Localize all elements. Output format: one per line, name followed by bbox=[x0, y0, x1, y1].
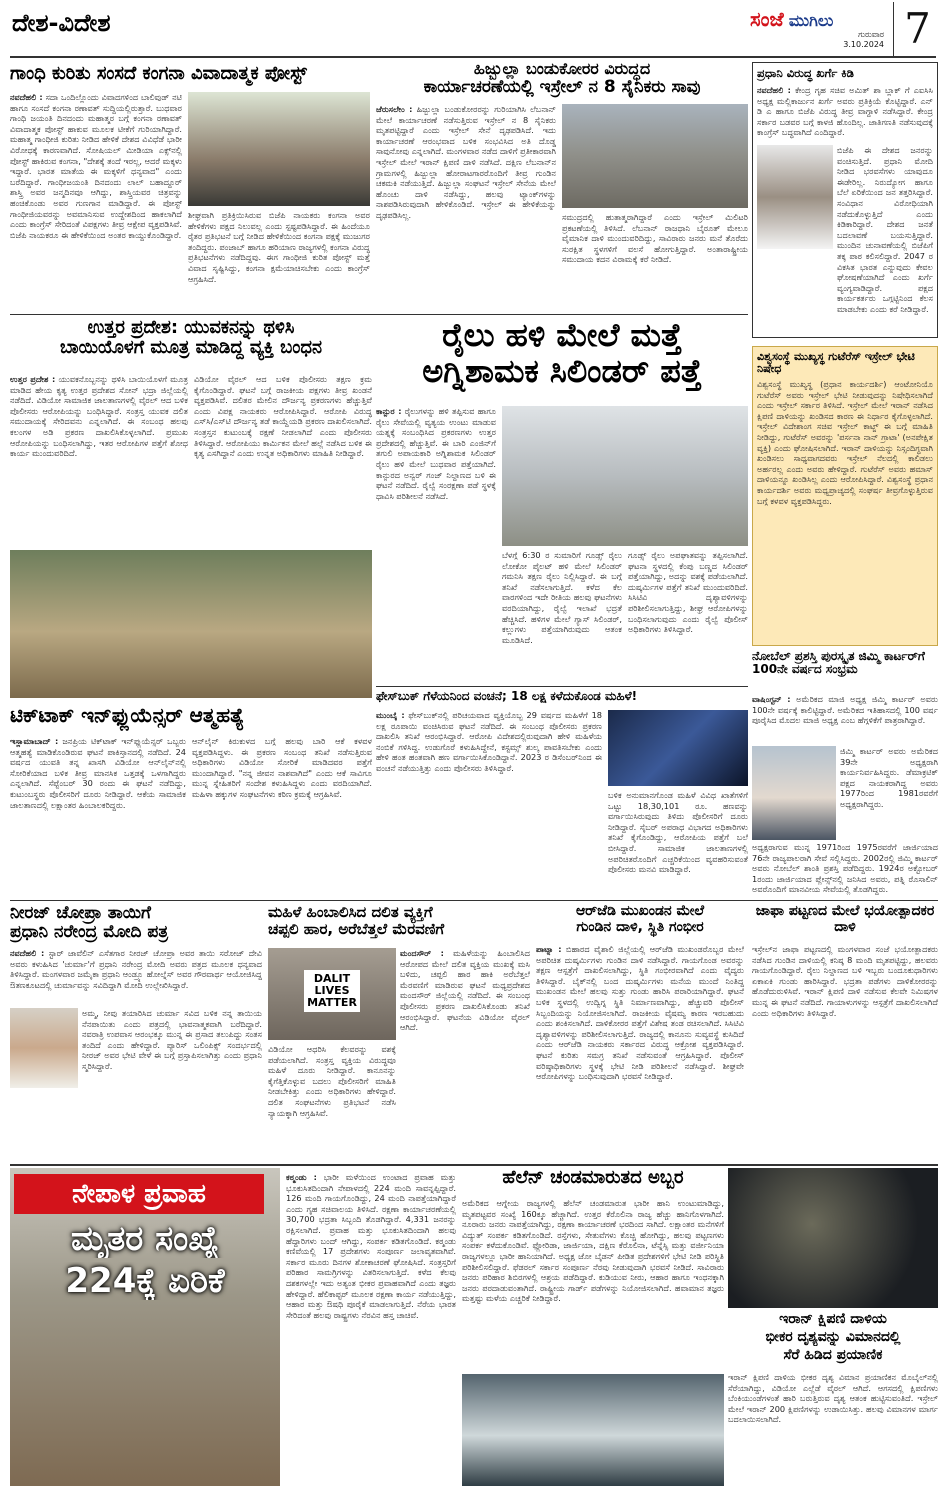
neeraj-headline-2: ಪ್ರಧಾನಿ ನರೇಂದ್ರ ಮೋದಿ ಪತ್ರ bbox=[10, 922, 169, 943]
tiktok-dateline: ಇಸ್ಲಾಮಾಬಾದ್ : bbox=[10, 736, 59, 746]
guterres-article bbox=[752, 346, 938, 646]
kangana-body-left bbox=[10, 92, 182, 304]
nepal-banner bbox=[14, 1174, 264, 1214]
up-dateline: ಉತ್ತರ ಪ್ರದೇಶ : bbox=[10, 374, 56, 384]
neeraj-body-top bbox=[10, 948, 262, 1006]
facebook-dateline: ಮುಂಬೈ : bbox=[376, 710, 405, 720]
hezbollah-article bbox=[376, 60, 748, 310]
kharge-body-top bbox=[757, 85, 933, 143]
dalit-body-right bbox=[400, 948, 530, 1160]
up-headline-2: ಬಾಯಿಯೊಳಗೆ ಮೂತ್ರ ಮಾಡಿದ್ದ ವ್ಯಕ್ತಿ ಬಂಧನ bbox=[60, 337, 322, 359]
section-title bbox=[12, 10, 212, 44]
dalit-dateline: ಮಂದಸೌರ್ : bbox=[400, 948, 444, 958]
protest-photo bbox=[268, 948, 396, 1040]
rail-dateline: ಕಾನ್ಪುರ : bbox=[376, 406, 402, 416]
kangana-body-2: ಶೀಘ್ರವಾಗಿ ಪ್ರತಿಕ್ರಿಯಿಸಿರುವ ಬಿಜೆಪಿ ನಾಯಕರು ಕಂಗನಾ ಅವರ ಹೇಳಿಕೆಗಳು ಪಕ್ಷದ ನಿಲುವಲ್ಲ ಎಂದು ಸ್ಪಷ್ಟಪಡಿಸಿದ್ದಾರೆ. ಈ ಹಿಂದೆಯೂ ರೈತರ ಪ್ರತಿಭಟನೆ ಬಗ್ಗೆ ನೀಡಿದ ಹೇಳಿಕೆಯಿಂದ ಕಂಗನಾ ಪಕ್ಷಕ್ಕೆ ಮುಜುಗರ ತಂದಿದ್ದರು. ಪಂಜಾಬ್ ಹಾಗೂ ಹರಿಯಾಣ ರಾಜ್ಯಗಳಲ್ಲಿ ಕಂಗನಾ ವಿರುದ್ಧ ಪ್ರತಿಭಟನೆಗಳು ನಡೆದಿದ್ದವು. ಈಗ ಗಾಂಧೀಜಿ ಕುರಿತ ಪೋಸ್ಟ್ ಮತ್ತೆ ವಿವಾದ ಸೃಷ್ಟಿಸಿದ್ದು, ಕಂಗನಾ ಕ್ಷಮೆಯಾಚಿಸಬೇಕು ಎಂದು ಕಾಂಗ್ರೆಸ್ ಆಗ್ರಹಿಸಿದೆ. bbox=[188, 210, 370, 284]
carter-body-top bbox=[752, 694, 938, 744]
kangana-headline: ಗಾಂಧಿ ಕುರಿತು ಸಂಸದೆ ಕಂಗನಾ ವಿವಾದಾತ್ಮಕ ಪೋಸ್ಟ್ bbox=[10, 63, 307, 84]
beirut-photo bbox=[562, 104, 748, 208]
brand-mugilu: ಮುಗಿಲು bbox=[788, 11, 834, 30]
facebook-article bbox=[376, 690, 748, 896]
iran-headline-1: ಇರಾನ್ ಕ್ಷಿಪಣಿ ದಾಳಿಯ bbox=[779, 1312, 887, 1327]
up-body-left bbox=[10, 374, 188, 544]
jaffa-body-text: ಇಸ್ರೇಲ್‌ನ ಜಾಫಾ ಪಟ್ಟಣದಲ್ಲಿ ಮಂಗಳವಾರ ಸಂಜೆ ಭಯೋತ್ಪಾದಕರು ನಡೆಸಿದ ಗುಂಡಿನ ದಾಳಿಯಲ್ಲಿ ಕನಿಷ್ಠ 8 ಮಂದಿ ಮೃತಪಟ್ಟಿದ್ದು, ಹಲವರು ಗಾಯಗೊಂಡಿದ್ದಾರೆ. ರೈಲು ನಿಲ್ದಾಣದ ಬಳಿ ಇಬ್ಬರು ಬಂದೂಕುಧಾರಿಗಳು ಏಕಾಏಕಿ ಗುಂಡು ಹಾರಿಸಿದ್ದಾರೆ. ಭದ್ರತಾ ಪಡೆಗಳು ದಾಳಿಕೋರರನ್ನು ಹೊಡೆದುರುಳಿಸಿವೆ. ಇರಾನ್ ಕ್ಷಿಪಣಿ ದಾಳಿ ನಡೆಸುವ ಕೆಲವೇ ನಿಮಿಷಗಳ ಮುನ್ನ ಈ ಘಟನೆ ನಡೆದಿದೆ. ಗಾಯಾಳುಗಳನ್ನು ಆಸ್ಪತ್ರೆಗೆ ದಾಖಲಿಸಲಾಗಿದೆ ಎಂದು ಅಧಿಕಾರಿಗಳು ತಿಳಿಸಿದ್ದಾರೆ. bbox=[752, 944, 938, 1018]
iran-headline-3: ಸೆರೆ ಹಿಡಿದ ಪ್ರಯಾಣಿಕ bbox=[783, 1348, 883, 1363]
carter-title: ನೋಬೆಲ್ ಪ್ರಶಸ್ತಿ ಪುರಸ್ಕೃತ ಜಿಮ್ಮಿ ಕಾರ್ಟರ್‌ಗೆ 100ನೇ ವರ್ಷದ ಸಂಭ್ರಮ bbox=[752, 650, 925, 677]
rail-headline-2: ಅಗ್ನಿಶಾಮಕ ಸಿಲಿಂಡರ್ ಪತ್ತೆ bbox=[422, 351, 702, 390]
hezbollah-body-right bbox=[562, 212, 748, 308]
rjd-body-text: ಬಿಹಾರದ ವೈಶಾಲಿ ಜಿಲ್ಲೆಯಲ್ಲಿ ಆರ್‌ಜೆಡಿ ಮುಖಂಡರೊಬ್ಬರ ಮೇಲೆ ಅಪರಿಚಿತ ದುಷ್ಕರ್ಮಿಗಳು ಗುಂಡಿನ ದಾಳಿ ನಡೆಸಿದ್ದಾರೆ. ಗಾಯಗೊಂಡ ಅವರನ್ನು ತಕ್ಷಣ ಆಸ್ಪತ್ರೆಗೆ ದಾಖಲಿಸಲಾಗಿದ್ದು, ಸ್ಥಿತಿ ಗಂಭೀರವಾಗಿದೆ ಎಂದು ವೈದ್ಯರು ತಿಳಿಸಿದ್ದಾರೆ. ಬೈಕ್‌ನಲ್ಲಿ ಬಂದ ದುಷ್ಕರ್ಮಿಗಳು ಮನೆಯ ಮುಂದೆ ನಿಂತಿದ್ದ ಮುಖಂಡನ ಮೇಲೆ ಹಲವು ಸುತ್ತು ಗುಂಡು ಹಾರಿಸಿ ಪರಾರಿಯಾಗಿದ್ದಾರೆ. ಘಟನೆ ಬಳಿಕ ಸ್ಥಳದಲ್ಲಿ ಉದ್ವಿಗ್ನ ಸ್ಥಿತಿ ನಿರ್ಮಾಣವಾಗಿದ್ದು, ಹೆಚ್ಚುವರಿ ಪೊಲೀಸ್ ಸಿಬ್ಬಂದಿಯನ್ನು ನಿಯೋಜಿಸಲಾಗಿದೆ. ರಾಜಕೀಯ ವೈಷಮ್ಯ ಕಾರಣ ಇರಬಹುದು ಎಂದು ಶಂಕಿಸಲಾಗಿದೆ. ದಾಳಿಕೋರರ ಪತ್ತೆಗೆ ವಿಶೇಷ ತಂಡ ರಚಿಸಲಾಗಿದೆ. ಸಿಸಿಟಿವಿ ದೃಶ್ಯಾವಳಿಗಳನ್ನು ಪರಿಶೀಲಿಸಲಾಗುತ್ತಿದೆ. ರಾಜ್ಯದಲ್ಲಿ ಕಾನೂನು ಸುವ್ಯವಸ್ಥೆ ಕುಸಿದಿದೆ ಎಂದು ಆರ್‌ಜೆಡಿ ನಾಯಕರು ಸರ್ಕಾರದ ವಿರುದ್ಧ ಆಕ್ರೋಶ ವ್ಯಕ್ತಪಡಿಸಿದ್ದಾರೆ. ಘಟನೆ ಕುರಿತು ಸಮಗ್ರ ತನಿಖೆ ನಡೆಸುವಂತೆ ಆಗ್ರಹಿಸಿದ್ದಾರೆ. ಪೊಲೀಸ್ ವರಿಷ್ಠಾಧಿಕಾರಿಗಳು ಸ್ಥಳಕ್ಕೆ ಭೇಟಿ ನೀಡಿ ಪರಿಶೀಲನೆ ನಡೆಸಿದ್ದಾರೆ. ಶೀಘ್ರವೇ ಆರೋಪಿಗಳನ್ನು ಬಂಧಿಸುವುದಾಗಿ ಭರವಸೆ ನೀಡಿದ್ದಾರೆ. bbox=[536, 944, 744, 1082]
carter-body-3: ಅಧ್ಯಕ್ಷರಾಗುವ ಮುನ್ನ 1971ರಿಂದ 1975ರವರೆಗೆ ಜಾರ್ಜಿಯಾದ 76ನೇ ರಾಜ್ಯಪಾಲರಾಗಿ ಸೇವೆ ಸಲ್ಲಿಸಿದ್ದರು. 2002ರಲ್ಲಿ ಜಿಮ್ಮಿ ಕಾರ್ಟರ್ ಅವರು ನೋಬೆಲ್ ಶಾಂತಿ ಪ್ರಶಸ್ತಿ ಪಡೆದಿದ್ದರು. 1924ರ ಅಕ್ಟೋಬರ್ 1ರಂದು ಜಾರ್ಜಿಯಾದ ಪ್ಲೇನ್ಸ್‌ನಲ್ಲಿ ಜನಿಸಿದ ಅವರು, ಪತ್ನಿ ರೊಸಾಲಿನ್ ಅವರೊಂದಿಗೆ ಮಾನವೀಯ ಸೇವೆಯಲ್ಲಿ ತೊಡಗಿದ್ದರು. bbox=[752, 842, 938, 895]
hezbollah-body-1: ಹಿಜ್ಬುಲ್ಲಾ ಬಂಡುಕೋರರನ್ನು ಗುರಿಯಾಗಿಸಿ ಲೆಬನಾನ್ ಮೇಲೆ ಕಾರ್ಯಾಚರಣೆ ನಡೆಸುತ್ತಿರುವ ಇಸ್ರೇಲ್ ನ 8 ಸೈನಿಕರು ಮೃತಪಟ್ಟಿದ್ದಾರೆ ಎಂದು ಇಸ್ರೇಲ್ ಸೇನೆ ದೃಢಪಡಿಸಿದೆ. ಇದು ಕಾರ್ಯಾಚರಣೆ ಆರಂಭವಾದ ಬಳಿಕ ಸಂಭವಿಸಿದ ಅತಿ ದೊಡ್ಡ ಸಾವುನೋವು ಎನ್ನಲಾಗಿದೆ. ಮಂಗಳವಾರ ನಡೆದ ದಾಳಿಗೆ ಪ್ರತೀಕಾರವಾಗಿ ಇಸ್ರೇಲ್ ಮೇಲೆ ಇರಾನ್ ಕ್ಷಿಪಣಿ ದಾಳಿ ನಡೆಸಿದೆ. ದಕ್ಷಿಣ ಲೆಬನಾನ್‌ನ ಗ್ರಾಮಗಳಲ್ಲಿ ಹಿಜ್ಬುಲ್ಲಾ ಹೋರಾಟಗಾರರೊಂದಿಗೆ ತೀವ್ರ ಗುಂಡಿನ ಚಕಮಕಿ ನಡೆಯುತ್ತಿದೆ. ಹಿಜ್ಬುಲ್ಲಾ ಸಂಘಟನೆ ಇಸ್ರೇಲ್ ಸೇನೆಯ ಮೇಲೆ ಹೊಂಚು ದಾಳಿ ನಡೆಸಿದ್ದು, ಹಲವು ಟ್ಯಾಂಕ್‌ಗಳನ್ನು ನಾಶಪಡಿಸಿರುವುದಾಗಿ ಹೇಳಿಕೊಂಡಿದೆ. ಇಸ್ರೇಲ್ ಈ ಹೇಳಿಕೆಯನ್ನು ದೃಢಪಡಿಸಿಲ್ಲ. bbox=[376, 104, 556, 220]
carter-dateline: ವಾಷಿಂಗ್ಟನ್ : bbox=[752, 694, 791, 704]
rjd-body bbox=[536, 944, 744, 1160]
iran-body-text: ಇರಾನ್ ಕ್ಷಿಪಣಿ ದಾಳಿಯ ಭೀಕರ ದೃಶ್ಯ ವಿಮಾನ ಪ್ರಯಾಣಿಕನ ಮೊಬೈಲ್‌ನಲ್ಲಿ ಸೆರೆಯಾಗಿದ್ದು, ವಿಡಿಯೋ ಎಲ್ಲೆಡೆ ವೈರಲ್ ಆಗಿದೆ. ಆಗಸದಲ್ಲಿ ಕ್ಷಿಪಣಿಗಳು ಬೆಂಕಿಯುಂಡೆಗಳಂತೆ ಹಾರಿ ಬರುತ್ತಿರುವ ದೃಶ್ಯ ಆತಂಕ ಹುಟ್ಟಿಸುವಂತಿದೆ. ಇಸ್ರೇಲ್ ಮೇಲೆ ಇರಾನ್ 200 ಕ್ಷಿಪಣಿಗಳನ್ನು ಉಡಾಯಿಸಿತ್ತು. ಹಲವು ವಿಮಾನಗಳ ಮಾರ್ಗ ಬದಲಾಯಿಸಲಾಗಿದೆ. bbox=[728, 1372, 938, 1425]
up-headline-1: ಉತ್ತರ ಪ್ರದೇಶ: ಯುವಕನನ್ನು ಥಳಿಸಿ bbox=[87, 318, 295, 338]
guterres-body-text: ವಿಶ್ವಸಂಸ್ಥೆ ಮುಖ್ಯಸ್ಥ (ಪ್ರಧಾನ ಕಾರ್ಯದರ್ಶಿ) ಆಂಟೋನಿಯೊ ಗುಟೆರೆಸ್ ಅವರು ಇಸ್ರೇಲ್ ಭೇಟಿ ನೀಡುವುದನ್ನು ನಿಷೇಧಿಸಲಾಗಿದೆ ಎಂದು ಇಸ್ರೇಲ್ ಸರ್ಕಾರ ತಿಳಿಸಿದೆ. ಇಸ್ರೇಲ್ ಮೇಲೆ ಇರಾನ್ ನಡೆಸಿದ ಕ್ಷಿಪಣಿ ದಾಳಿಯನ್ನು ಖಂಡಿಸದ ಕಾರಣ ಈ ನಿರ್ಧಾರ ಕೈಗೊಳ್ಳಲಾಗಿದೆ. ಇಸ್ರೇಲ್ ವಿದೇಶಾಂಗ ಸಚಿವ ಇಸ್ರೇಲ್ ಕಾಟ್ಜ್ ಈ ಬಗ್ಗೆ ಮಾಹಿತಿ ನೀಡಿದ್ದು, ಗುಟೆರೆಸ್ ಅವರನ್ನು 'ಪರ್ಸನಾ ನಾನ್ ಗ್ರಾಟಾ' (ಅನಪೇಕ್ಷಿತ ವ್ಯಕ್ತಿ) ಎಂದು ಘೋಷಿಸಲಾಗಿದೆ. ಇರಾನ್ ದಾಳಿಯನ್ನು ನಿಸ್ಸಂದಿಗ್ಧವಾಗಿ ಖಂಡಿಸಲು ಸಾಧ್ಯವಾಗದವರು ಇಸ್ರೇಲ್ ನೆಲದಲ್ಲಿ ಕಾಲಿಡಲು ಅರ್ಹರಲ್ಲ ಎಂದು ಅವರು ಹೇಳಿದ್ದಾರೆ. ಗುಟೆರೆಸ್ ಅವರು ಹಮಾಸ್ ದಾಳಿಯನ್ನೂ ಖಂಡಿಸಿಲ್ಲ ಎಂದು ಆರೋಪಿಸಿದ್ದಾರೆ. ವಿಶ್ವಸಂಸ್ಥೆ ಪ್ರಧಾನ ಕಾರ್ಯದರ್ಶಿ ಅವರು ಮಧ್ಯಪ್ರಾಚ್ಯದಲ್ಲಿ ಸಂಘರ್ಷ ತೀವ್ರಗೊಳ್ಳುತ್ತಿರುವ ಬಗ್ಗೆ ಕಳವಳ ವ್ಯಕ್ತಪಡಿಸಿದ್ದರು. bbox=[757, 379, 933, 506]
rail-body-right bbox=[628, 550, 748, 682]
nepal-dateline: ಕಠ್ಮಂಡು : bbox=[286, 1172, 317, 1182]
facebook-headline: ಫೇಸ್‌ಬುಕ್ ಗೆಳೆಯನಿಂದ ವಂಚನೆ; 18 ಲಕ್ಷ ಕಳೆದುಕೊಂಡ ಮಹಿಳೆ! bbox=[376, 690, 638, 703]
facebook-phone-photo bbox=[608, 710, 748, 786]
section-label: ದೇಶ-ವಿದೇಶ bbox=[12, 10, 111, 37]
guterres-body bbox=[757, 379, 933, 641]
neeraj-body-1: ಸ್ಟಾರ್ ಜಾವೆಲಿನ್ ಎಸೆತಗಾರ ನೀರಜ್ ಚೋಪ್ರಾ ಅವರ ತಾಯಿ ಸರೋಜ್ ದೇವಿ ಅವರು ಕಳುಹಿಸಿದ 'ಚುರ್ಮಾ'ಗೆ ಪ್ರಧಾನಿ ನರೇಂದ್ರ ಮೋದಿ ಅವರು ಪತ್ರದ ಮೂಲಕ ಧನ್ಯವಾದ ತಿಳಿಸಿದ್ದಾರೆ. ಮಂಗಳವಾರ ಜಮೈಕಾ ಪ್ರಧಾನಿ ಆಂಡ್ರ್ಯೂ ಹೋಲ್ನೆಸ್ ಅವರ ಗೌರವಾರ್ಥ ಆಯೋಜಿಸಿದ್ದ ಔತಣಕೂಟದಲ್ಲಿ ಚುರ್ಮಾವನ್ನು ಸವಿದಿದ್ದಾಗಿ ಮೋದಿ ಉಲ್ಲೇಖಿಸಿದ್ದಾರೆ. bbox=[10, 948, 262, 990]
kharge-photo bbox=[757, 145, 833, 249]
helene-wave-photo bbox=[462, 1374, 724, 1486]
kangana-article bbox=[10, 60, 370, 310]
tiktok-body-left bbox=[10, 736, 186, 896]
facebook-body-right bbox=[608, 790, 748, 896]
nepal-banner-label: ನೇಪಾಳ ಪ್ರವಾಹ bbox=[72, 1179, 206, 1209]
iran-body bbox=[728, 1372, 938, 1484]
missile-sky-photo bbox=[728, 1168, 938, 1308]
train-photo bbox=[502, 406, 748, 546]
tiktok-article bbox=[10, 704, 372, 896]
neeraj-headline-1: ನೀರಜ್ ಚೋಪ್ರಾ ತಾಯಿಗೆ bbox=[10, 904, 151, 923]
rule-row4 bbox=[10, 1164, 938, 1166]
guterres-title: ವಿಶ್ವಸಂಸ್ಥೆ ಮುಖ್ಯಸ್ಥ ಗುಟೆರೆಸ್ ಇಸ್ರೇಲ್ ಭೇಟಿ ನಿಷೇಧ bbox=[757, 350, 915, 376]
rjd-dateline: ಪಾಟ್ನಾ : bbox=[536, 944, 562, 954]
up-body-right bbox=[194, 374, 372, 544]
brand-sanje: ಸಂಜೆ bbox=[750, 8, 784, 31]
kharge-body-bottom bbox=[837, 145, 933, 331]
protest-sign: DALIT LIVES MATTER bbox=[304, 970, 360, 1012]
iran-headline-2: ಭೀಕರ ದೃಶ್ಯವನ್ನು ವಿಮಾನದಲ್ಲಿ bbox=[765, 1330, 901, 1345]
rjd-headline-2: ಗುಂಡಿನ ದಾಳಿ, ಸ್ಥಿತಿ ಗಂಭೀರ bbox=[576, 918, 704, 935]
carter-article bbox=[752, 650, 938, 898]
hezbollah-headline-1: ಹಿಜ್ಬುಲ್ಲಾ ಬಂಡುಕೋರರ ವಿರುದ್ಧದ bbox=[473, 60, 651, 78]
kangana-body-1: ಸದಾ ಒಂದಿಲ್ಲೊಂದು ವಿವಾದಗಳಿಂದ ಬಾಲಿವುಡ್ ನಟಿ ಹಾಗೂ ಸಂಸದೆ ಕಂಗನಾ ರಣಾವತ್ ಸುದ್ದಿಯಲ್ಲಿರುತ್ತಾರೆ. ಬುಧವಾರ ಗಾಂಧಿ ಜಯಂತಿ ದಿನದಂದು ಮಹಾತ್ಮರ ಬಗ್ಗೆ ಕಂಗನಾ ರಣಾವತ್ ವಿವಾದಾತ್ಮಕ ಪೋಸ್ಟ್ ಹಾಕುವ ಮೂಲಕ ಟೀಕೆಗೆ ಗುರಿಯಾಗಿದ್ದಾರೆ. ಮಹಾತ್ಮ ಗಾಂಧೀಜಿ ಕುರಿತು ನೀಡಿದ ಹೇಳಿಕೆ ದೇಶದ ವಿವಿಧೆಡೆ ಭಾರೀ ವಿರೋಧಕ್ಕೆ ಕಾರಣವಾಗಿದೆ. ಸೋಷಿಯಲ್ ಮೀಡಿಯಾ ಎಕ್ಸ್‌ನಲ್ಲಿ ಪೋಸ್ಟ್ ಹಾಕಿರುವ ಕಂಗನಾ, "ದೇಶಕ್ಕೆ ತಂದೆ ಇರಲ್ಲ, ಆದರೆ ಮಕ್ಕಳು ಇದ್ದಾರೆ. ಭಾರತ ಮಾತೆಯ ಈ ಮಕ್ಕಳಿಗೆ ಧನ್ಯವಾದ" ಎಂದು ಬರೆದಿದ್ದಾರೆ. ಗಾಂಧೀಜಯಂತಿ ದಿನದಂದು ಲಾಲ್ ಬಹಾದ್ದೂರ್ ಶಾಸ್ತ್ರಿ ಅವರ ಜನ್ಮದಿನವೂ ಆಗಿದ್ದು, ಶಾಸ್ತ್ರಿಯವರ ಚಿತ್ರವನ್ನು ಹಂಚಿಕೊಂಡು ಅವರ ಗುಣಗಾನ ಮಾಡಿದ್ದಾರೆ. ಈ ಪೋಸ್ಟ್ ಗಾಂಧೀಜಿಯವರನ್ನು ಅವಮಾನಿಸುವ ಉದ್ದೇಶದಿಂದ ಹಾಕಲಾಗಿದೆ ಎಂದು ಕಾಂಗ್ರೆಸ್ ಸೇರಿದಂತೆ ವಿಪಕ್ಷಗಳು ತೀವ್ರ ಆಕ್ಷೇಪ ವ್ಯಕ್ತಪಡಿಸಿವೆ. ಬಿಜೆಪಿ ನಾಯಕರೂ ಈ ಹೇಳಿಕೆಯಿಂದ ಅಂತರ ಕಾಯ್ದುಕೊಂಡಿದ್ದಾರೆ. bbox=[10, 92, 182, 240]
kharge-body-1: ಕೇಂದ್ರ ಗೃಹ ಸಚಿವ ಅಮಿತ್ ಶಾ ಬ್ಲಾಕ್ ಗೆ ಎಐಸಿಸಿ ಅಧ್ಯಕ್ಷ ಮಲ್ಲಿಕಾರ್ಜುನ ಖರ್ಗೆ ಅವರು ಪ್ರತಿಕ್ರಿಯೆ ಕೊಟ್ಟಿದ್ದಾರೆ. ಎನ್ ಡಿ ಎ ಹಾಗೂ ಬಿಜೆಪಿ ವಿರುದ್ಧ ತೀವ್ರ ವಾಗ್ದಾಳಿ ನಡೆಸಿದ್ದಾರೆ. ಕೇಂದ್ರ ಸರ್ಕಾರ ಬಡವರ ಬಗ್ಗೆ ಕಾಳಜಿ ಹೊಂದಿಲ್ಲ. ಜಾತಿಗಣತಿ ನಡೆಸುವುದಕ್ಕೆ ಕಾಂಗ್ರೆಸ್ ಬದ್ಧವಾಗಿದೆ ಎಂದಿದ್ದಾರೆ. bbox=[757, 85, 933, 138]
kangana-body-right bbox=[188, 210, 370, 306]
rail-article bbox=[376, 318, 748, 684]
nepal-flood-photo bbox=[10, 1168, 280, 1486]
rail-body-left bbox=[376, 406, 496, 682]
hezbollah-headline-2: ಕಾರ್ಯಾಚರಣೆಯಲ್ಲಿ ಇಸ್ರೇಲ್ ನ 8 ಸೈನಿಕರು ಸಾವು bbox=[423, 76, 701, 97]
iran-article bbox=[728, 1168, 938, 1486]
kharge-dateline: ನವದೆಹಲಿ : bbox=[757, 85, 791, 95]
rjd-article bbox=[536, 904, 744, 1160]
neeraj-article bbox=[10, 904, 262, 1160]
tiktok-body-1: ಜನಪ್ರಿಯ ಟಿಕ್‌ಟಾಕ್ ಇನ್‌ಫ್ಲುಯೆನ್ಸರ್ ಒಬ್ಬರು ಆತ್ಮಹತ್ಯೆ ಮಾಡಿಕೊಂಡಿರುವ ಘಟನೆ ಪಾಕಿಸ್ತಾನದಲ್ಲಿ ನಡೆದಿದೆ. 24 ವರ್ಷದ ಯುವತಿ ತನ್ನ ಖಾಸಗಿ ವಿಡಿಯೋ ಆನ್‌ಲೈನ್‌ನಲ್ಲಿ ಸೋರಿಕೆಯಾದ ಬಳಿಕ ತೀವ್ರ ಮಾನಸಿಕ ಒತ್ತಡಕ್ಕೆ ಒಳಗಾಗಿದ್ದರು ಎನ್ನಲಾಗಿದೆ. ಸೆಪ್ಟೆಂಬರ್ 30 ರಂದು ಈ ಘಟನೆ ನಡೆದಿದ್ದು, ಕುಟುಂಬಸ್ಥರು ಪೊಲೀಸರಿಗೆ ದೂರು ನೀಡಿದ್ದಾರೆ. ಆಕೆಯ ಸಾಮಾಜಿಕ ಜಾಲತಾಣದಲ್ಲಿ ಲಕ್ಷಾಂತರ ಹಿಂಬಾಲಕರಿದ್ದರು. bbox=[10, 736, 186, 810]
hezbollah-body-left bbox=[376, 104, 556, 308]
dalit-body-2: ವಿಡಿಯೋ ಆಧರಿಸಿ ಕೆಲವರನ್ನು ವಶಕ್ಕೆ ಪಡೆಯಲಾಗಿದೆ. ಸಂತ್ರಸ್ತ ವ್ಯಕ್ತಿಯ ವಿರುದ್ಧವೂ ಮಹಿಳೆ ದೂರು ನೀಡಿದ್ದಾರೆ. ಕಾನೂನನ್ನು ಕೈಗೆತ್ತಿಕೊಳ್ಳುವ ಬದಲು ಪೊಲೀಸರಿಗೆ ಮಾಹಿತಿ ನೀಡಬೇಕಿತ್ತು ಎಂದು ಅಧಿಕಾರಿಗಳು ಹೇಳಿದ್ದಾರೆ. ದಲಿತ ಸಂಘಟನೆಗಳು ಪ್ರತಿಭಟನೆ ನಡೆಸಿ ನ್ಯಾಯಕ್ಕಾಗಿ ಆಗ್ರಹಿಸಿವೆ. bbox=[268, 1044, 396, 1118]
up-article bbox=[10, 318, 372, 698]
rail-headline-1: ರೈಲು ಹಳಿ ಮೇಲೆ ಮತ್ತೆ bbox=[442, 318, 682, 354]
dalit-body-1: ಮಹಿಳೆಯನ್ನು ಹಿಂಬಾಲಿಸಿದ ಆರೋಪದ ಮೇಲೆ ದಲಿತ ವ್ಯಕ್ತಿಯ ಮುಖಕ್ಕೆ ಮಸಿ ಬಳಿದು, ಚಪ್ಪಲಿ ಹಾರ ಹಾಕಿ ಅರೆಬೆತ್ತಲೆ ಮೆರವಣಿಗೆ ಮಾಡಿರುವ ಘಟನೆ ಮಧ್ಯಪ್ರದೇಶದ ಮಂದಸೌರ್ ಜಿಲ್ಲೆಯಲ್ಲಿ ನಡೆದಿದೆ. ಈ ಸಂಬಂಧ ಪೊಲೀಸರು ಪ್ರಕರಣ ದಾಖಲಿಸಿಕೊಂಡು ತನಿಖೆ ಆರಂಭಿಸಿದ್ದಾರೆ. ಘಟನೆಯ ವಿಡಿಯೋ ವೈರಲ್ ಆಗಿದೆ. bbox=[400, 948, 530, 1033]
up-body-2: ವಿಡಿಯೋ ವೈರಲ್ ಆದ ಬಳಿಕ ಪೊಲೀಸರು ತಕ್ಷಣ ಕ್ರಮ ಕೈಗೊಂಡಿದ್ದಾರೆ. ಘಟನೆ ಬಗ್ಗೆ ರಾಜಕೀಯ ಪಕ್ಷಗಳು ತೀವ್ರ ಖಂಡನೆ ವ್ಯಕ್ತಪಡಿಸಿವೆ. ದಲಿತರ ಮೇಲಿನ ದೌರ್ಜನ್ಯ ಪ್ರಕರಣಗಳು ಹೆಚ್ಚುತ್ತಿವೆ ಎಂದು ವಿಪಕ್ಷ ನಾಯಕರು ಆರೋಪಿಸಿದ್ದಾರೆ. ಆರೋಪಿ ವಿರುದ್ಧ ಎಸ್‌ಸಿ/ಎಸ್‌ಟಿ ದೌರ್ಜನ್ಯ ತಡೆ ಕಾಯ್ದೆಯಡಿ ಪ್ರಕರಣ ದಾಖಲಿಸಲಾಗಿದೆ. ಸಂತ್ರಸ್ತನ ಕುಟುಂಬಕ್ಕೆ ರಕ್ಷಣೆ ನೀಡಲಾಗಿದೆ ಎಂದು ಪೊಲೀಸರು ತಿಳಿಸಿದ್ದಾರೆ. ಆರೋಪಿಯು ಕಾರ್ಮಿಕನ ಮೇಲೆ ಹಲ್ಲೆ ನಡೆಸಿದ ಬಳಿಕ ಈ ಕೃತ್ಯ ಎಸಗಿದ್ದಾನೆ ಎಂದು ಉನ್ನತ ಅಧಿಕಾರಿಗಳು ಮಾಹಿತಿ ನೀಡಿದ್ದಾರೆ. bbox=[194, 374, 372, 459]
jaffa-body bbox=[752, 944, 938, 1160]
nepal-body-text: ಭಾರೀ ಮಳೆಯಿಂದ ಉಂಟಾದ ಪ್ರವಾಹ ಮತ್ತು ಭೂಕುಸಿತದಿಂದಾಗಿ ನೇಪಾಳದಲ್ಲಿ 224 ಮಂದಿ ಸಾವನ್ನಪ್ಪಿದ್ದಾರೆ. 126 ಮಂದಿ ಗಾಯಗೊಂಡಿದ್ದು, 24 ಮಂದಿ ನಾಪತ್ತೆಯಾಗಿದ್ದಾರೆ ಎಂದು ಗೃಹ ಸಚಿವಾಲಯ ತಿಳಿಸಿದೆ. ರಕ್ಷಣಾ ಕಾರ್ಯಾಚರಣೆಯಲ್ಲಿ 30,700 ಭದ್ರತಾ ಸಿಬ್ಬಂದಿ ತೊಡಗಿದ್ದಾರೆ. 4,331 ಜನರನ್ನು ರಕ್ಷಿಸಲಾಗಿದೆ. ಪ್ರವಾಹ ಮತ್ತು ಭೂಕುಸಿತದಿಂದಾಗಿ ಹಲವು ಹೆದ್ದಾರಿಗಳು ಬಂದ್ ಆಗಿದ್ದು, ಸಂಪರ್ಕ ಕಡಿತಗೊಂಡಿದೆ. ಕಠ್ಮಂಡು ಕಣಿವೆಯಲ್ಲಿ 17 ಪ್ರದೇಶಗಳು ಸಂಪೂರ್ಣ ಜಲಾವೃತವಾಗಿವೆ. ಸರ್ಕಾರ ಮೂರು ದಿನಗಳ ಶೋಕಾಚರಣೆ ಘೋಷಿಸಿದೆ. ಸಂತ್ರಸ್ತರಿಗೆ ಪರಿಹಾರ ಸಾಮಗ್ರಿಗಳನ್ನು ವಿತರಿಸಲಾಗುತ್ತಿದೆ. ಕಳೆದ ಕೆಲವು ದಶಕಗಳಲ್ಲೇ ಇದು ಅತ್ಯಂತ ಭೀಕರ ಪ್ರವಾಹವಾಗಿದೆ ಎಂದು ತಜ್ಞರು ಹೇಳಿದ್ದಾರೆ. ಹೆಲಿಕಾಪ್ಟರ್ ಮೂಲಕ ರಕ್ಷಣಾ ಕಾರ್ಯ ನಡೆಯುತ್ತಿದ್ದು, ಆಹಾರ ಮತ್ತು ಔಷಧಿ ಪೂರೈಕೆ ಮಾಡಲಾಗುತ್ತಿದೆ. ನೆರೆಯ ಭಾರತ ಸೇರಿದಂತೆ ಹಲವು ರಾಷ್ಟ್ರಗಳು ನೆರವಿನ ಹಸ್ತ ಚಾಚಿವೆ. bbox=[286, 1172, 456, 1320]
tiktok-headline: ಟಿಕ್‌ಟಾಕ್ ಇನ್‌ಫ್ಲುಯೆನ್ಸರ್ ಆತ್ಮಹತ್ಯೆ bbox=[10, 704, 245, 727]
helene-headline: ಹೆಲೆನ್ ಚಂಡಮಾರುತದ ಅಬ್ಬರ bbox=[502, 1168, 684, 1188]
page-number bbox=[893, 2, 941, 56]
nepal-body bbox=[286, 1172, 456, 1486]
modi-photo bbox=[10, 1008, 78, 1088]
rail-body-1: ರೈಲುಗಳನ್ನು ಹಳಿ ತಪ್ಪಿಸುವ ಹಾಗೂ ರೈಲು ಸೇವೆಯಲ್ಲಿ ವ್ಯತ್ಯಯ ಉಂಟು ಮಾಡುವ ಯತ್ನಕ್ಕೆ ಸಂಬಂಧಿಸಿದ ಪ್ರಕರಣಗಳು ಉತ್ತರ ಪ್ರದೇಶದಲ್ಲಿ ಹೆಚ್ಚುತ್ತಿವೆ. ಈ ಬಾರಿ ಎಂಜಿನ್‌ಗೆ ತಗುಲಿ ಅಪಾಯಕಾರಿ ಅಗ್ನಿಶಾಮಕ ಸಿಲಿಂಡರ್ ರೈಲು ಹಳಿ ಮೇಲೆ ಬುಧವಾರ ಪತ್ತೆಯಾಗಿದೆ. ಕಾನ್ಪುರದ ಅನ್ವರ್ ಗಂಜ್ ನಿಲ್ದಾಣದ ಬಳಿ ಈ ಘಟನೆ ನಡೆದಿದೆ. ರೈಲ್ವೆ ಸಂರಕ್ಷಣಾ ಪಡೆ ಸ್ಥಳಕ್ಕೆ ಧಾವಿಸಿ ಪರಿಶೀಲನೆ ನಡೆಸಿದೆ. bbox=[376, 406, 496, 501]
rule-row1 bbox=[10, 314, 748, 315]
facebook-body-2: ಬಳಿಕ ಅನುಮಾನಗೊಂಡ ಮಹಿಳೆ ವಿವಿಧ ಖಾತೆಗಳಿಗೆ ಒಟ್ಟು 18,30,101 ರೂ. ಹಣವನ್ನು ವರ್ಗಾಯಿಸಿರುವುದು ತಿಳಿದು ಪೊಲೀಸರಿಗೆ ದೂರು ನೀಡಿದ್ದಾರೆ. ಸೈಬರ್ ಅಪರಾಧ ವಿಭಾಗದ ಅಧಿಕಾರಿಗಳು ತನಿಖೆ ಕೈಗೊಂಡಿದ್ದು, ಆರೋಪಿಯ ಪತ್ತೆಗೆ ಬಲೆ ಬೀಸಿದ್ದಾರೆ. ಸಾಮಾಜಿಕ ಜಾಲತಾಣಗಳಲ್ಲಿ ಅಪರಿಚಿತರೊಂದಿಗೆ ಎಚ್ಚರಿಕೆಯಿಂದ ವ್ಯವಹರಿಸುವಂತೆ ಪೊಲೀಸರು ಮನವಿ ಮಾಡಿದ್ದಾರೆ. bbox=[608, 790, 748, 875]
helene-body-text: ಅಮೆರಿಕದ ಆಗ್ನೇಯ ರಾಜ್ಯಗಳಲ್ಲಿ ಹೆಲೆನ್ ಚಂಡಮಾರುತ ಭಾರೀ ಹಾನಿ ಉಂಟುಮಾಡಿದ್ದು, ಮೃತಪಟ್ಟವರ ಸಂಖ್ಯೆ 160ಕ್ಕೂ ಹೆಚ್ಚಾಗಿದೆ. ಉತ್ತರ ಕೆರೊಲಿನಾ ರಾಜ್ಯ ಹೆಚ್ಚು ಹಾನಿಗೊಳಗಾಗಿದೆ. ನೂರಾರು ಜನರು ನಾಪತ್ತೆಯಾಗಿದ್ದು, ರಕ್ಷಣಾ ಕಾರ್ಯಾಚರಣೆ ಭರದಿಂದ ಸಾಗಿದೆ. ಲಕ್ಷಾಂತರ ಮನೆಗಳಿಗೆ ವಿದ್ಯುತ್ ಸಂಪರ್ಕ ಕಡಿತಗೊಂಡಿದೆ. ರಸ್ತೆಗಳು, ಸೇತುವೆಗಳು ಕೊಚ್ಚಿ ಹೋಗಿದ್ದು, ಹಲವು ಪಟ್ಟಣಗಳು ಸಂಪರ್ಕ ಕಳೆದುಕೊಂಡಿವೆ. ಫ್ಲೋರಿಡಾ, ಜಾರ್ಜಿಯಾ, ದಕ್ಷಿಣ ಕೆರೊಲಿನಾ, ಟೆನ್ನೆಸ್ಸಿ ಮತ್ತು ವರ್ಜೀನಿಯಾ ರಾಜ್ಯಗಳಲ್ಲೂ ಭಾರೀ ಹಾನಿಯಾಗಿದೆ. ಅಧ್ಯಕ್ಷ ಜೋ ಬೈಡನ್ ಪೀಡಿತ ಪ್ರದೇಶಗಳಿಗೆ ಭೇಟಿ ನೀಡಿ ಪರಿಸ್ಥಿತಿ ಪರಿಶೀಲಿಸಲಿದ್ದಾರೆ. ಫೆಡರಲ್ ಸರ್ಕಾರ ಸಂಪೂರ್ಣ ನೆರವು ನೀಡುವುದಾಗಿ ಭರವಸೆ ನೀಡಿದೆ. ಸಾವಿರಾರು ಜನರು ಪರಿಹಾರ ಶಿಬಿರಗಳಲ್ಲಿ ಆಶ್ರಯ ಪಡೆದಿದ್ದಾರೆ. ಕುಡಿಯುವ ನೀರು, ಆಹಾರ ಹಾಗೂ ಇಂಧನಕ್ಕಾಗಿ ಜನರು ಪರದಾಡುವಂತಾಗಿದೆ. ರಾಷ್ಟ್ರೀಯ ಗಾರ್ಡ್ ಪಡೆಗಳನ್ನು ನಿಯೋಜಿಸಲಾಗಿದೆ. ಹವಾಮಾನ ತಜ್ಞರು ಮತ್ತಷ್ಟು ಮಳೆಯ ಎಚ್ಚರಿಕೆ ನೀಡಿದ್ದಾರೆ. bbox=[462, 1198, 724, 1304]
helene-article bbox=[462, 1168, 724, 1486]
carter-body-side bbox=[840, 746, 938, 840]
neeraj-body-2: ಅಮ್ಮ, ನೀವು ತಯಾರಿಸಿದ ಚುರ್ಮಾ ಸವಿದ ಬಳಿಕ ನನ್ನ ತಾಯಿಯ ನೆನಪಾಯಿತು ಎಂದು ಪತ್ರದಲ್ಲಿ ಭಾವನಾತ್ಮಕವಾಗಿ ಬರೆದಿದ್ದಾರೆ. ನವರಾತ್ರಿ ಉಪವಾಸ ಆರಂಭಕ್ಕೂ ಮುನ್ನ ಈ ಪ್ರಸಾದ ತಲುಪಿದ್ದು ಸಂತಸ ತಂದಿದೆ ಎಂದು ಹೇಳಿದ್ದಾರೆ. ಪ್ಯಾರಿಸ್ ಒಲಿಂಪಿಕ್ಸ್ ಸಂದರ್ಭದಲ್ಲಿ ನೀರಜ್ ಅವರ ಭೇಟಿ ವೇಳೆ ಈ ಬಗ್ಗೆ ಪ್ರಸ್ತಾಪಿಸಲಾಗಿತ್ತು ಎಂದು ಪ್ರಧಾನಿ ಸ್ಮರಿಸಿದ್ದಾರೆ. bbox=[82, 1008, 262, 1071]
masthead-rule bbox=[10, 56, 936, 58]
rail-body-3: ಗೂಡ್ಸ್ ರೈಲು ಅಪಘಾತವನ್ನು ತಪ್ಪಿಸಲಾಗಿದೆ. ಘಟನಾ ಸ್ಥಳದಲ್ಲಿ ಕೆಂಪು ಬಣ್ಣದ ಸಿಲಿಂಡರ್ ಪತ್ತೆಯಾಗಿದ್ದು, ಅದನ್ನು ವಶಕ್ಕೆ ಪಡೆಯಲಾಗಿದೆ. ದುಷ್ಕರ್ಮಿಗಳ ಪತ್ತೆಗೆ ತನಿಖೆ ಮುಂದುವರಿದಿದೆ. ಸಿಸಿಟಿವಿ ದೃಶ್ಯಾವಳಿಗಳನ್ನು ಪರಿಶೀಲಿಸಲಾಗುತ್ತಿದ್ದು, ಶೀಘ್ರ ಆರೋಪಿಗಳನ್ನು ಬಂಧಿಸಲಾಗುವುದು ಎಂದು ರೈಲ್ವೆ ಪೊಲೀಸ್ ಅಧಿಕಾರಿಗಳು ತಿಳಿಸಿದ್ದಾರೆ. bbox=[628, 550, 748, 635]
hezbollah-body-2: ಸಮುದ್ರದಲ್ಲಿ ಹುತಾತ್ಮರಾಗಿದ್ದಾರೆ ಎಂದು ಇಸ್ರೇಲ್ ಮಿಲಿಟರಿ ಪ್ರಕಟಣೆಯಲ್ಲಿ ತಿಳಿಸಿದೆ. ಲೆಬನಾನ್ ರಾಜಧಾನಿ ಬೈರೂತ್ ಮೇಲೂ ವೈಮಾನಿಕ ದಾಳಿ ಮುಂದುವರಿದಿದ್ದು, ಸಾವಿರಾರು ಜನರು ಮನೆ ತೊರೆದು ಸುರಕ್ಷಿತ ಸ್ಥಳಗಳಿಗೆ ವಲಸೆ ಹೋಗುತ್ತಿದ್ದಾರೆ. ಅಂತಾರಾಷ್ಟ್ರೀಯ ಸಮುದಾಯ ಕದನ ವಿರಾಮಕ್ಕೆ ಕರೆ ನೀಡಿದೆ. bbox=[562, 212, 748, 265]
carter-body-bottom bbox=[752, 842, 938, 898]
police-photo bbox=[10, 550, 372, 698]
kharge-body-2: ಬಿಜೆಪಿ ಈ ದೇಶದ ಜನರನ್ನು ವಂಚಿಸುತ್ತಿದೆ. ಪ್ರಧಾನಿ ಮೋದಿ ನೀಡಿದ ಭರವಸೆಗಳು ಯಾವುದೂ ಈಡೇರಿಲ್ಲ. ನಿರುದ್ಯೋಗ ಹಾಗೂ ಬೆಲೆ ಏರಿಕೆಯಿಂದ ಜನ ತತ್ತರಿಸಿದ್ದಾರೆ. ಸಂವಿಧಾನ ವಿರೋಧಿಯಾಗಿ ನಡೆದುಕೊಳ್ಳುತ್ತಿದೆ ಎಂದು ಕಿಡಿಕಾರಿದ್ದಾರೆ. ದೇಶದ ಜನತೆ ಬದಲಾವಣೆ ಬಯಸುತ್ತಿದ್ದಾರೆ. ಮುಂದಿನ ಚುನಾವಣೆಯಲ್ಲಿ ಬಿಜೆಪಿಗೆ ತಕ್ಕ ಪಾಠ ಕಲಿಸಲಿದ್ದಾರೆ. 2047 ರ ವಿಕಸಿತ ಭಾರತ ಎನ್ನುವುದು ಕೇವಲ ಘೋಷಣೆಯಾಗಿದೆ ಎಂದು ಖರ್ಗೆ ವ್ಯಂಗ್ಯವಾಡಿದ್ದಾರೆ. ಪಕ್ಷದ ಕಾರ್ಯಕರ್ತರು ಒಗ್ಗಟ್ಟಿನಿಂದ ಕೆಲಸ ಮಾಡಬೇಕು ಎಂದು ಕರೆ ನೀಡಿದ್ದಾರೆ. bbox=[837, 145, 933, 314]
kharge-article bbox=[752, 62, 938, 338]
hezbollah-dateline: ಜೆರುಸಲೇಂ : bbox=[376, 104, 413, 114]
rule-row2 bbox=[376, 686, 748, 687]
tiktok-body-2: ಆನ್‌ಲೈನ್ ಕಿರುಕುಳದ ಬಗ್ಗೆ ಹಲವು ಬಾರಿ ಆಕೆ ಕಳವಳ ವ್ಯಕ್ತಪಡಿಸಿದ್ದಳು. ಈ ಪ್ರಕರಣ ಸಂಬಂಧ ತನಿಖೆ ನಡೆಸುತ್ತಿರುವ ಅಧಿಕಾರಿಗಳು ವಿಡಿಯೋ ಸೋರಿಕೆ ಮಾಡಿದವರ ಪತ್ತೆಗೆ ಮುಂದಾಗಿದ್ದಾರೆ. "ನನ್ನ ಜೀವನ ನಾಶವಾಗಿದೆ" ಎಂದು ಆಕೆ ಸಾವಿಗೂ ಮುನ್ನ ಸ್ನೇಹಿತರಿಗೆ ಸಂದೇಶ ಕಳುಹಿಸಿದ್ದಳು ಎಂದು ವರದಿಯಾಗಿದೆ. ಮಹಿಳಾ ಹಕ್ಕುಗಳ ಸಂಘಟನೆಗಳು ಕಠಿಣ ಕ್ರಮಕ್ಕೆ ಆಗ್ರಹಿಸಿವೆ. bbox=[192, 736, 372, 799]
helene-body bbox=[462, 1198, 724, 1368]
kharge-title: ಪ್ರಧಾನಿ ವಿರುದ್ಧ ಖರ್ಗೆ ಕಿಡಿ bbox=[757, 66, 854, 80]
kangana-photo bbox=[188, 92, 370, 206]
masthead-brand bbox=[750, 8, 890, 58]
masthead-date: 3.10.2024 bbox=[843, 40, 884, 50]
rjd-headline-1: ಆರ್‌ಜೆಡಿ ಮುಖಂಡನ ಮೇಲೆ bbox=[575, 904, 705, 919]
neeraj-dateline: ನವದೆಹಲಿ : bbox=[10, 948, 45, 958]
nepal-headline-1: ಮೃತರ ಸಂಖ್ಯೆ bbox=[70, 1220, 220, 1259]
jaffa-title: ಜಾಫಾ ಪಟ್ಟಣದ ಮೇಲೆ ಭಯೋತ್ಪಾದಕರ ದಾಳಿ bbox=[755, 904, 935, 935]
dalit-headline-2: ಚಪ್ಪಲಿ ಹಾರ, ಅರೆಬೆತ್ತಲೆ ಮೆರವಣಿಗೆ bbox=[268, 919, 445, 938]
carter-body-1: ಅಮೆರಿಕದ ಮಾಜಿ ಅಧ್ಯಕ್ಷ ಜಿಮ್ಮಿ ಕಾರ್ಟರ್ ಅವರು 100ನೇ ವರ್ಷಕ್ಕೆ ಕಾಲಿಟ್ಟಿದ್ದಾರೆ. ಅಮೆರಿಕದ ಇತಿಹಾಸದಲ್ಲಿ 100 ವರ್ಷ ಪೂರೈಸಿದ ಮೊದಲ ಮಾಜಿ ಅಧ್ಯಕ್ಷ ಎಂಬ ಹೆಗ್ಗಳಿಕೆಗೆ ಪಾತ್ರರಾಗಿದ್ದಾರೆ. bbox=[752, 694, 938, 726]
jaffa-article bbox=[752, 904, 938, 1160]
rule-row3 bbox=[10, 900, 938, 901]
up-body-1: ಯುವಕನೊಬ್ಬನನ್ನು ಥಳಿಸಿ ಬಾಯಿಯೊಳಗೆ ಮೂತ್ರ ಮಾಡಿದ ಹೇಯ ಕೃತ್ಯ ಉತ್ತರ ಪ್ರದೇಶದ ಸೋನ್ ಭದ್ರಾ ಜಿಲ್ಲೆಯಲ್ಲಿ ನಡೆದಿದೆ. ವಿಡಿಯೋ ಸಾಮಾಜಿಕ ಜಾಲತಾಣಗಳಲ್ಲಿ ವೈರಲ್ ಆದ ಬಳಿಕ ಪೊಲೀಸರು ಆರೋಪಿಯನ್ನು ಬಂಧಿಸಿದ್ದಾರೆ. ಸಂತ್ರಸ್ತ ಯುವಕ ದಲಿತ ಸಮುದಾಯಕ್ಕೆ ಸೇರಿದವನು ಎನ್ನಲಾಗಿದೆ. ಈ ಸಂಬಂಧ ಹಲವು ಕಲಂಗಳ ಅಡಿ ಪ್ರಕರಣ ದಾಖಲಿಸಿಕೊಳ್ಳಲಾಗಿದೆ. ಪ್ರಮುಖ ಆರೋಪಿಯನ್ನು ಬಂಧಿಸಲಾಗಿದ್ದು, ಇತರ ಆರೋಪಿಗಳ ಪತ್ತೆಗೆ ಶೋಧ ಕಾರ್ಯ ಮುಂದುವರಿದಿದೆ. bbox=[10, 374, 188, 459]
facebook-body-left bbox=[376, 710, 602, 896]
rail-body-mid bbox=[502, 550, 622, 682]
dalit-body-left bbox=[268, 1044, 396, 1160]
page-number-value: 7 bbox=[904, 4, 931, 53]
kangana-dateline: ನವದೆಹಲಿ : bbox=[10, 92, 43, 102]
nepal-article bbox=[10, 1168, 456, 1486]
dalit-headline-1: ಮಹಿಳೆ ಹಿಂಬಾಲಿಸಿದ ದಲಿತ ವ್ಯಕ್ತಿಗೆ bbox=[268, 904, 433, 921]
facebook-body-1: ಫೇಸ್‌ಬುಕ್‌ನಲ್ಲಿ ಪರಿಚಯವಾದ ವ್ಯಕ್ತಿಯೊಬ್ಬ 29 ವರ್ಷದ ಮಹಿಳೆಗೆ 18 ಲಕ್ಷ ರೂಪಾಯಿ ವಂಚಿಸಿರುವ ಘಟನೆ ನಡೆದಿದೆ. ಈ ಸಂಬಂಧ ಪೊಲೀಸರು ಪ್ರಕರಣ ದಾಖಲಿಸಿ ತನಿಖೆ ಆರಂಭಿಸಿದ್ದಾರೆ. ಆರೋಪಿ ವಿದೇಶದಲ್ಲಿರುವುದಾಗಿ ಹೇಳಿ ಮಹಿಳೆಯ ನಂಬಿಕೆ ಗಳಿಸಿದ್ದ. ಉಡುಗೊರೆ ಕಳುಹಿಸಿದ್ದೇನೆ, ಕಸ್ಟಮ್ಸ್ ಶುಲ್ಕ ಪಾವತಿಸಬೇಕು ಎಂದು ಹೇಳಿ ಹಂತ ಹಂತವಾಗಿ ಹಣ ವರ್ಗಾಯಿಸಿಕೊಂಡಿದ್ದಾನೆ. 2023 ರ ಡಿಸೆಂಬರ್‌ನಿಂದ ಈ ವಂಚನೆ ನಡೆಯುತ್ತಿತ್ತು ಎಂದು ಪೊಲೀಸರು ತಿಳಿಸಿದ್ದಾರೆ. bbox=[376, 710, 602, 773]
tiktok-body-right bbox=[192, 736, 372, 896]
neeraj-body-bottom bbox=[82, 1008, 262, 1160]
rail-body-2: ಬೆಳಗ್ಗೆ 6:30 ರ ಸುಮಾರಿಗೆ ಗೂಡ್ಸ್ ರೈಲು ಲೋಕೋ ಪೈಲಟ್ ಹಳಿ ಮೇಲೆ ಸಿಲಿಂಡರ್ ಗಮನಿಸಿ ತಕ್ಷಣ ರೈಲು ನಿಲ್ಲಿಸಿದ್ದಾರೆ. ಈ ಬಗ್ಗೆ ತನಿಖೆ ನಡೆಸಲಾಗುತ್ತಿದೆ. ಕಳೆದ ಕೆಲ ವಾರಗಳಿಂದ ಇದೇ ರೀತಿಯ ಹಲವು ಘಟನೆಗಳು ವರದಿಯಾಗಿದ್ದು, ರೈಲ್ವೆ ಇಲಾಖೆ ಭದ್ರತೆ ಹೆಚ್ಚಿಸಿದೆ. ಹಳಿಗಳ ಮೇಲೆ ಗ್ಯಾಸ್ ಸಿಲಿಂಡರ್, ಕಲ್ಲುಗಳು ಪತ್ತೆಯಾಗಿರುವುದು ಆತಂಕ ಮೂಡಿಸಿದೆ. bbox=[502, 550, 622, 645]
dalit-article bbox=[268, 904, 530, 1160]
masthead-day: ಗುರುವಾರ bbox=[858, 30, 884, 40]
nepal-headline-2: 224ಕ್ಕೆ ಏರಿಕೆ bbox=[65, 1262, 225, 1301]
carter-body-2: ಜಿಮ್ಮಿ ಕಾರ್ಟರ್ ಅವರು ಅಮೆರಿಕದ 39ನೇ ಅಧ್ಯಕ್ಷರಾಗಿ ಕಾರ್ಯನಿರ್ವಹಿಸಿದ್ದರು. ಡೆಮಾಕ್ರಟಿಕ್ ಪಕ್ಷದ ನಾಯಕರಾಗಿದ್ದ ಅವರು 1977ರಿಂದ 1981ರವರೆಗೆ ಅಧ್ಯಕ್ಷರಾಗಿದ್ದರು. bbox=[840, 746, 938, 809]
carter-photo bbox=[752, 746, 836, 840]
